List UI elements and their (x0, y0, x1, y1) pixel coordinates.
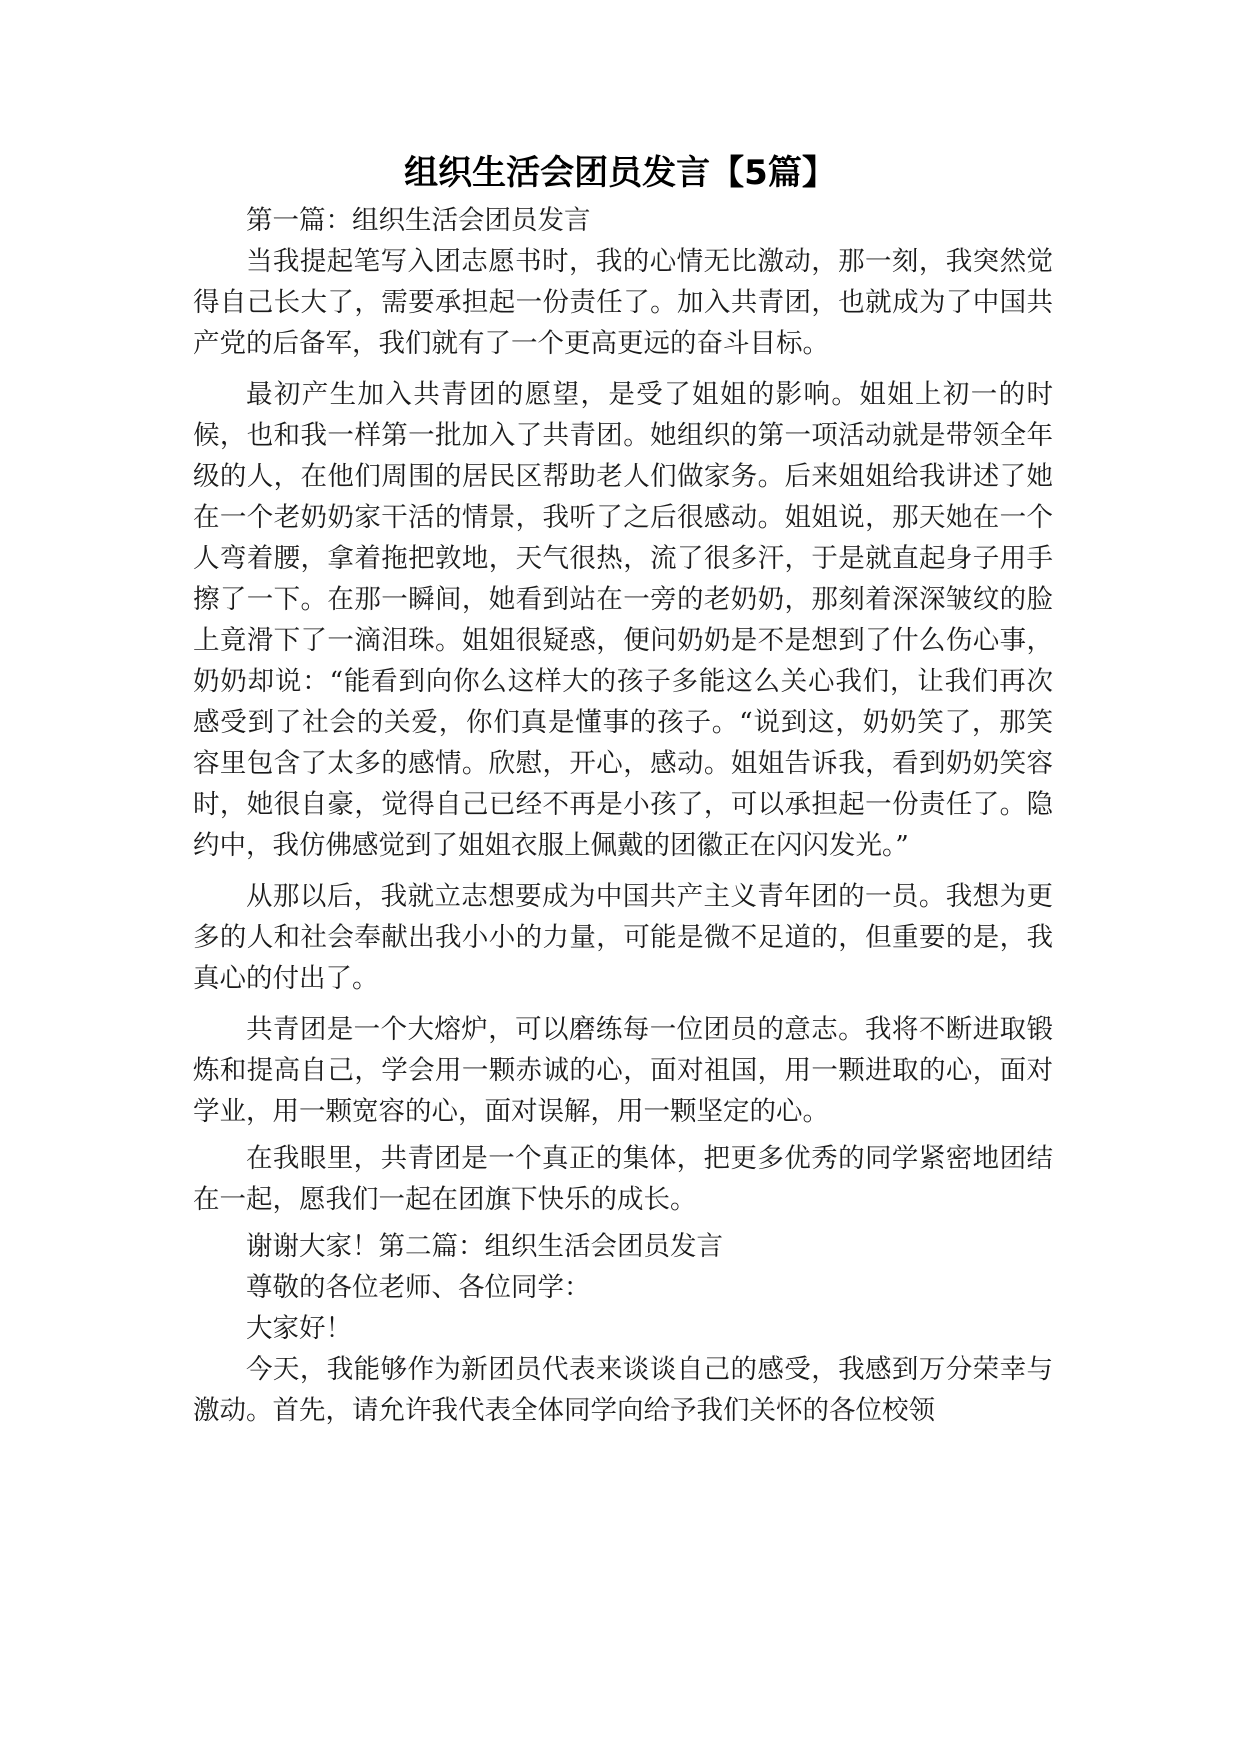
document-body (193, 200, 1053, 1437)
document-title: 组织生活会团员发言【5篇】 (404, 153, 836, 193)
paragraph-4: 共青团是一个大熔炉，可以磨练每一位团员的意志。我将不断进取锻炼和提高自己，学会用一颗赤诚的心，面对祖国，用一颗进取的心，面对学业，用一颗宽容的心，面对误解，用一颗坚定的心。 (193, 1014, 1053, 1127)
section-heading-2: 谢谢大家！第二篇：组织生活会团员发言 (246, 1231, 723, 1262)
paragraph-5: 在我眼里，共青团是一个真正的集体，把更多优秀的同学紧密地团结在一起，愿我们一起在团旗下快乐的成长。 (193, 1143, 1053, 1215)
paragraph-1: 当我提起笔写入团志愿书时，我的心情无比激动，那一刻，我突然觉得自己长大了，需要承担起一份责任了。加入共青团，也就成为了中国共产党的后备军，我们就有了一个更高更远的奋斗目标。 (193, 246, 1053, 359)
paragraph-6: 今天，我能够作为新团员代表来谈谈自己的感受，我感到万分荣幸与激动。首先，请允许我代表全体同学向给予我们关怀的各位校领 (193, 1354, 1053, 1426)
section-heading-1: 第一篇：组织生活会团员发言 (246, 205, 591, 236)
salutation: 尊敬的各位老师、各位同学： (246, 1272, 591, 1303)
paragraph-3: 从那以后，我就立志想要成为中国共产主义青年团的一员。我想为更多的人和社会奉献出我小小的力量，可能是微不足道的，但重要的是，我真心的付出了。 (193, 881, 1053, 994)
paragraph-2: 最初产生加入共青团的愿望，是受了姐姐的影响。姐姐上初一的时候，也和我一样第一批加入了共青团。她组织的第一项活动就是带领全年级的人，在他们周围的居民区帮助老人们做家务。后来姐姐给我讲述了她在一个老奶奶家干活的情景，我听了之后很感动。姐姐说，那天她在一个人弯着腰，拿着拖把敦地，天气很热，流了很多汗，于是就直起身子用手擦了一下。在那一瞬间，她看到站在一旁的老奶奶，那刻着深深皱纹的脸上竟滑下了一滴泪珠。姐姐很疑惑，便问奶奶是不是想到了什么伤心事，奶奶却说：“能看到向你么这样大的孩子多能这么关心我们，让我们再次感受到了社会的关爱，你们真是懂事的孩子。“说到这，奶奶笑了，那笑容里包含了太多的感情。欣慰，开心，感动。姐姐告诉我，看到奶奶笑容时，她很自豪，觉得自己已经不再是小孩了，可以承担起一份责任了。隐约中，我仿佛感觉到了姐姐衣服上佩戴的团徽正在闪闪发光。” (193, 379, 1053, 861)
greeting: 大家好！ (246, 1313, 352, 1344)
